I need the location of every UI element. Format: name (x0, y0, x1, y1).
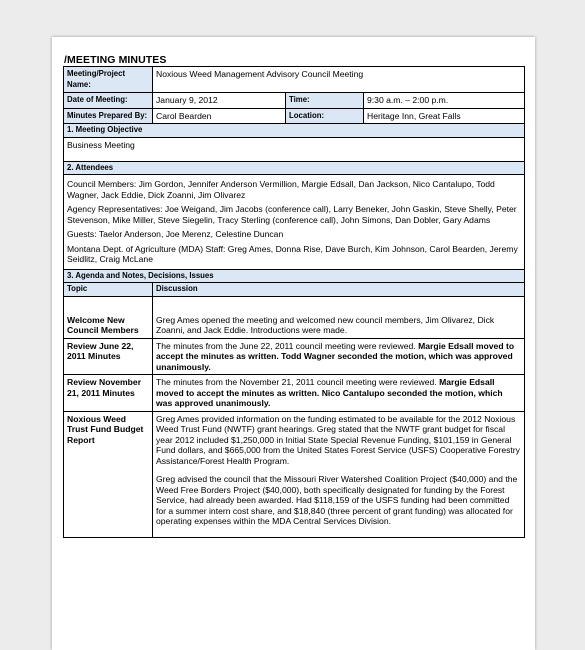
agenda-row (64, 375, 525, 412)
project-value: Noxious Weed Management Advisory Council Meeting (153, 67, 525, 93)
objective-text: Business Meeting (64, 137, 525, 161)
date-label: Date of Meeting: (64, 93, 153, 109)
discussion-text: Greg Ames opened the meeting and welcomed new council members, Jim Olivarez, Dick Zoanni, and Jack Eddie. Introductions were made. (156, 314, 495, 335)
agenda-row (64, 338, 525, 375)
attendees-guests: Guests: Taelor Anderson, Joe Merenz, Celestine Duncan (67, 229, 284, 239)
time-value: 9:30 a.m. – 2:00 p.m. (364, 93, 525, 109)
objective-header: 1. Meeting Objective (64, 124, 525, 138)
agenda-topic: Noxious Weed Trust Fund Budget Report (64, 411, 153, 537)
minutes-table (63, 66, 525, 538)
agenda-discussion (153, 375, 525, 412)
meta-row-prepared (64, 108, 525, 124)
agenda-discussion (153, 411, 525, 537)
discussion-column-header: Discussion (153, 283, 525, 297)
project-label: Meeting/Project Name: (64, 67, 153, 93)
meta-row-date (64, 93, 525, 109)
date-value: January 9, 2012 (153, 93, 286, 109)
agenda-discussion (153, 296, 525, 338)
agenda-row (64, 296, 525, 338)
agenda-topic: Review June 22, 2011 Minutes (64, 338, 153, 375)
time-label: Time: (286, 93, 364, 109)
attendees-header: 2. Attendees (64, 161, 525, 175)
topic-column-header: Topic (64, 283, 153, 297)
agenda-header: 3. Agenda and Notes, Decisions, Issues (64, 269, 525, 283)
attendees-header-row (64, 161, 525, 175)
discussion-paragraph: Greg Ames provided information on the funding estimated to be available for the 2012 Noxious Weed Trust Fund (NWTF) grant hearings. Greg stated that the NWTF grant budget for fiscal year 2012 included $1,250,000 in Initial State Special Revenue Funding, $101,159 in General Fund dollars, and $665,000 from the United States Forest Service (USFS) Cooperative Forestry Assistance/Forest Health Program. (156, 413, 520, 466)
document-title: /MEETING MINUTES (64, 54, 167, 66)
discussion-paragraph: Greg advised the council that the Missouri River Watershed Coalition Project ($40,000) and the Weed Free Borders Project ($40,000), both specifically designated for funding by the Forest Service, had already been awarded. Had $118,159 of the USFS funding had been committed for a summer intern cost share, and $18,840 (three percent of grant funding) was allocated for operating expenses within the MDA Central Services Division. (156, 474, 518, 526)
attendees-staff: Montana Dept. of Agriculture (MDA) Staff: Greg Ames, Donna Rise, Dave Burch, Kim Johnson, Carol Bearden, Jeremy Seidlitz, Craig McLane (67, 243, 518, 264)
discussion-motion: Margie Edsall moved to accept the minutes as written. Todd Wagner seconded the motion, which was approved unanimously. (156, 340, 515, 372)
document-page (52, 37, 535, 650)
attendees-council: Council Members: Jim Gordon, Jennifer Anderson Vermillion, Margie Edsall, Dan Jackson, Nico Cantalupo, Todd Wagner, Jack Eddie, Dick Zoanni, Jim Olivarez (67, 179, 495, 200)
discussion-text: The minutes from the June 22, 2011 council meeting were reviewed. (156, 340, 419, 351)
discussion-text: The minutes from the November 21, 2011 council meeting were reviewed. (156, 377, 440, 387)
agenda-topic: Review November 21, 2011 Minutes (64, 375, 153, 412)
agenda-header-row (64, 269, 525, 283)
meta-row-project (64, 67, 525, 93)
objective-row (64, 137, 525, 161)
attendees-agency: Agency Representatives: Joe Weigand, Jim Jacobs (conference call), Larry Beneker, John Gaskin, Steve Shelly, Peter Stevenson, Mike Miller, Steve Siegelin, Tracy Sterling (conference call), John Simons, Dan Dobler, Gary Adams (67, 204, 517, 225)
location-value: Heritage Inn, Great Falls (364, 108, 525, 124)
objective-header-row (64, 124, 525, 138)
agenda-row (64, 411, 525, 537)
location-label: Location: (286, 108, 364, 124)
agenda-topic: Welcome New Council Members (64, 296, 153, 338)
agenda-column-header-row (64, 283, 525, 297)
attendees-row (64, 175, 525, 270)
prepared-label: Minutes Prepared By: (64, 108, 153, 124)
discussion-motion: Margie Edsall moved to accept the minutes as written. Nico Cantalupo seconded the motion, which was approved unanimously. (156, 377, 503, 408)
agenda-discussion (153, 338, 525, 375)
attendees-cell (64, 175, 525, 270)
prepared-value: Carol Bearden (153, 108, 286, 124)
